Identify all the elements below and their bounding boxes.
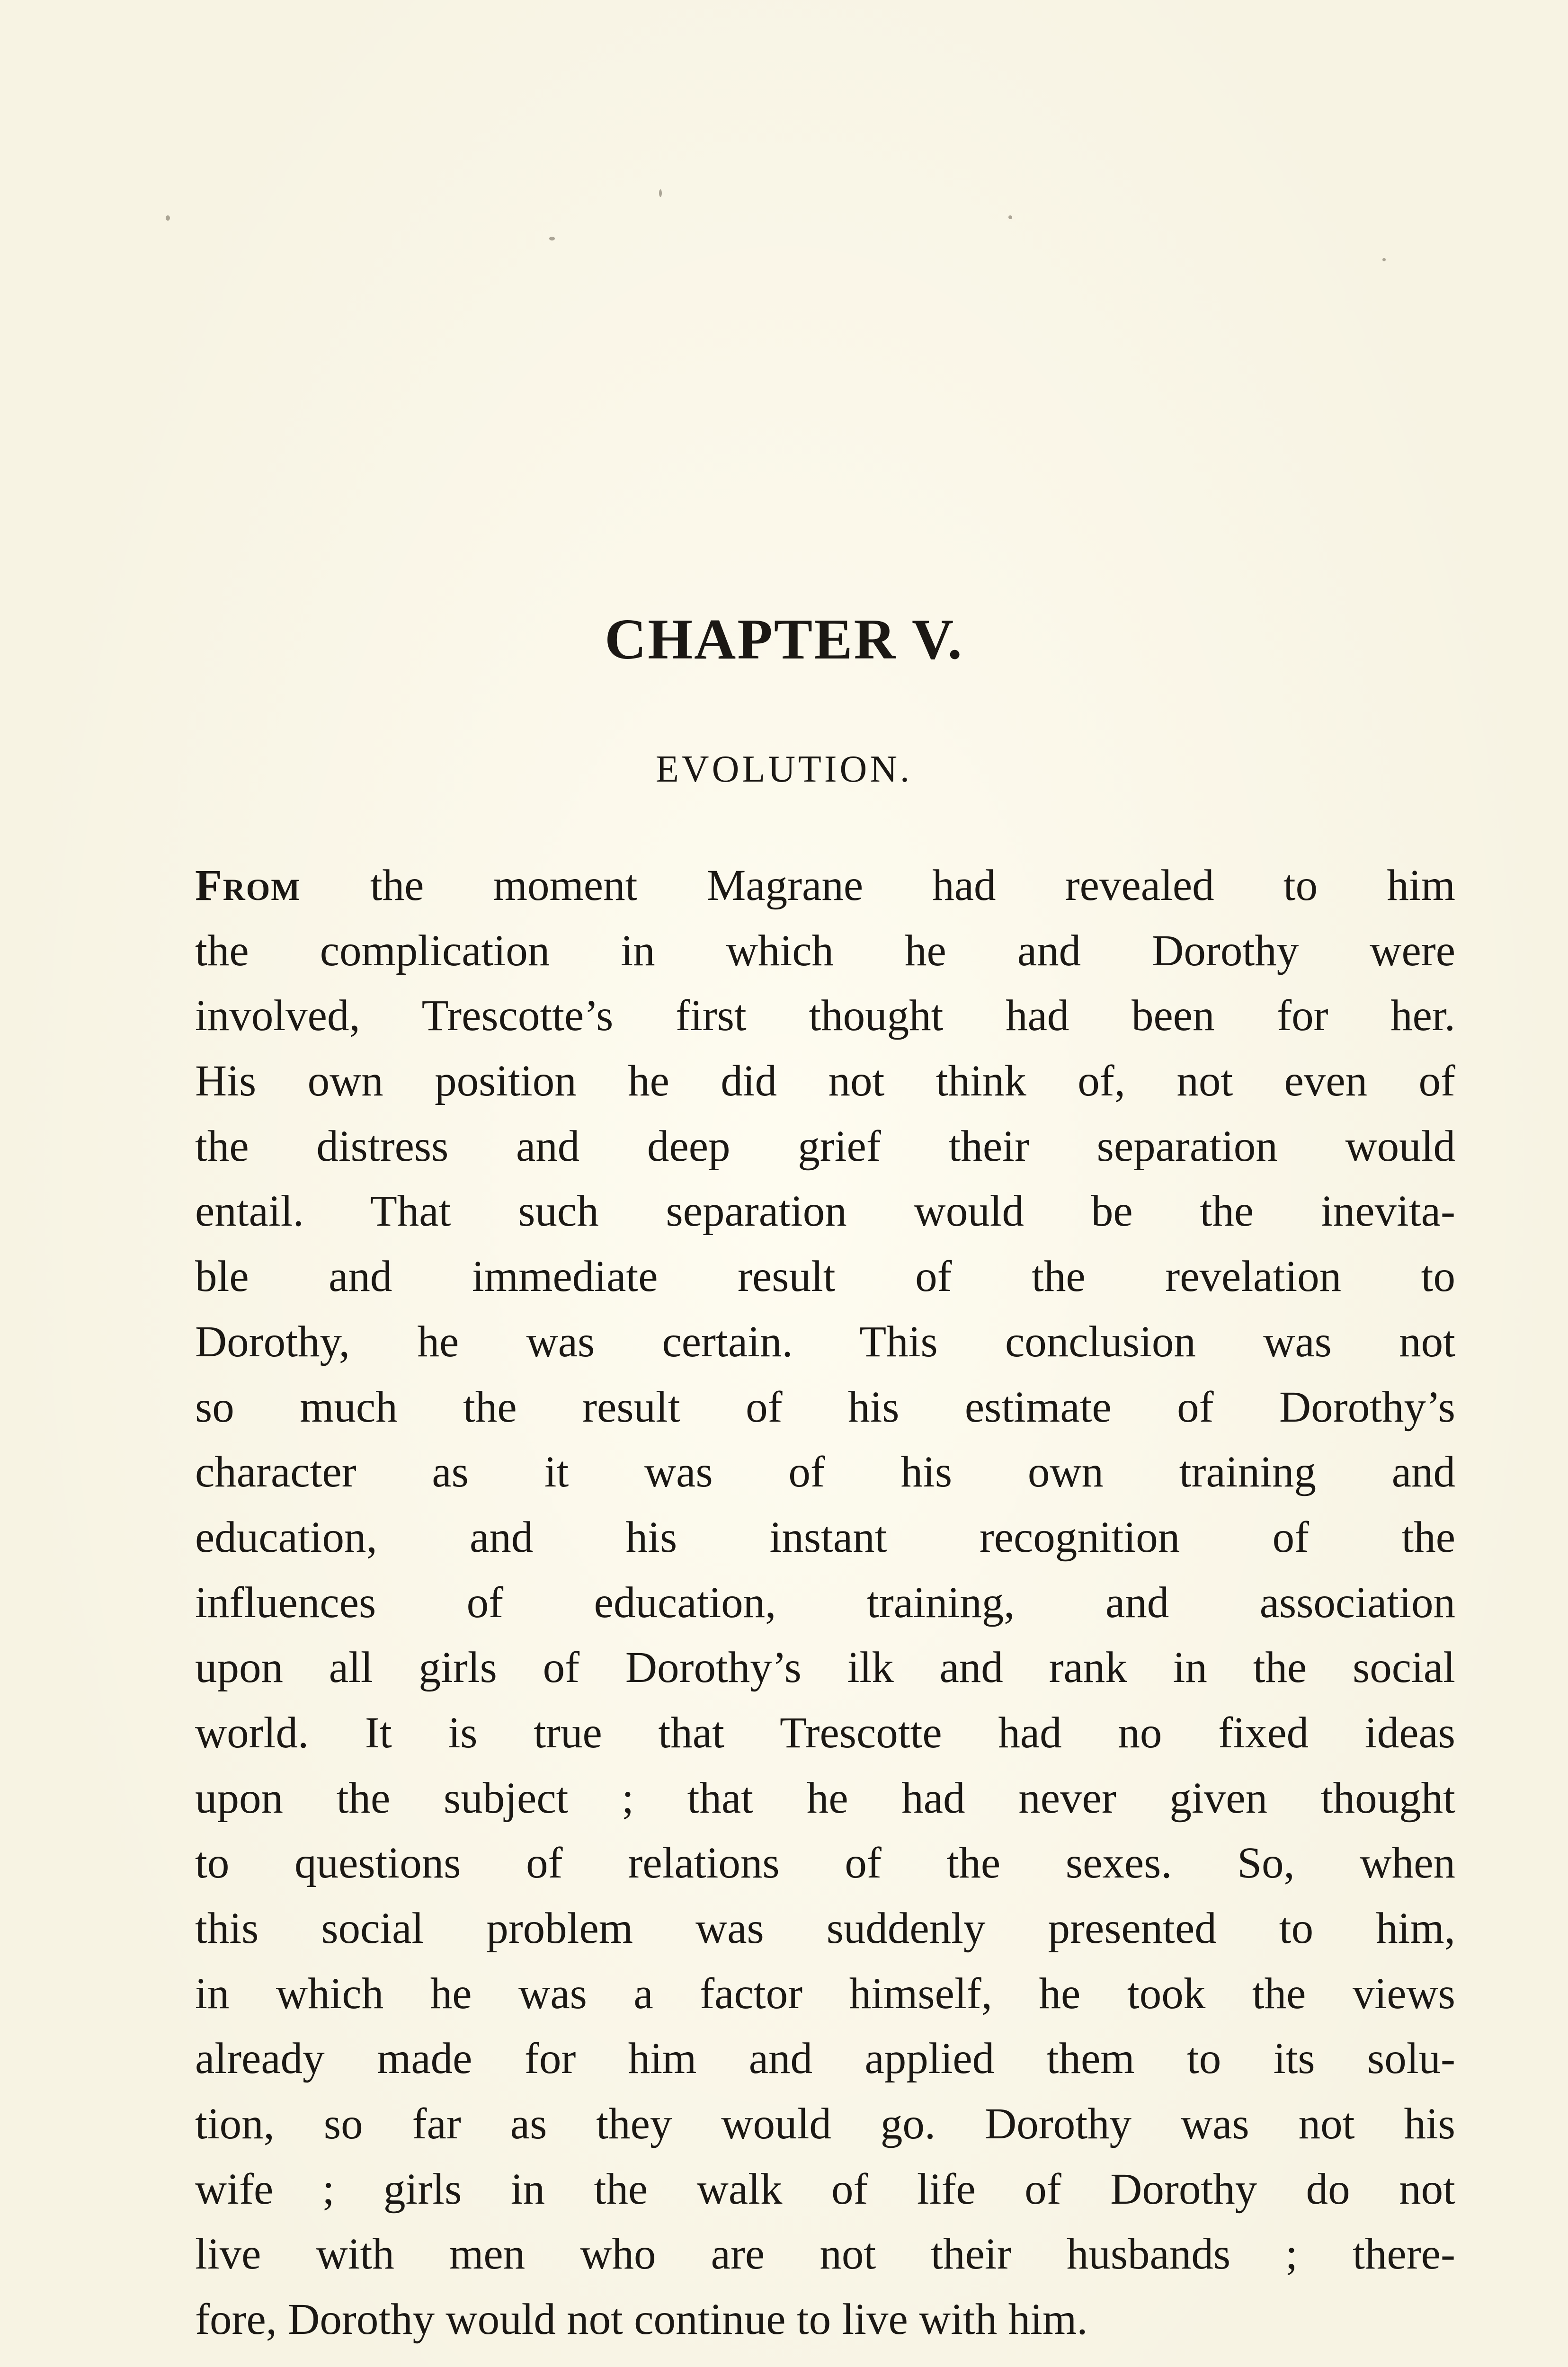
- text-line: to questions of relations of the sexes. So, when: [195, 1839, 1455, 1888]
- text-line: influences of education, training, and association: [195, 1578, 1455, 1627]
- text-line: entail. That such separation would be the inevita-: [195, 1187, 1455, 1236]
- chapter-subtitle: EVOLUTION.: [655, 748, 913, 790]
- text-line: live with men who are not their husbands ; there-: [195, 2230, 1455, 2279]
- text-line: fore, Dorothy would not continue to live with him.: [195, 2295, 1088, 2344]
- paper-speck: [1008, 215, 1012, 219]
- paper-speck: [166, 215, 170, 221]
- text-line-content: the moment Magrane had revealed to him: [301, 861, 1455, 910]
- text-line: tion, so far as they would go. Dorothy was not his: [195, 2100, 1455, 2149]
- text-line: so much the result of his estimate of Dorothy’s: [195, 1382, 1455, 1432]
- text-line: world. It is true that Trescotte had no fixed ideas: [195, 1708, 1455, 1757]
- text-line: ble and immediate result of the revelation to: [195, 1252, 1455, 1301]
- text-line: character as it was of his own training and: [195, 1448, 1455, 1497]
- chapter-title: CHAPTER V.: [605, 607, 963, 671]
- text-line: Dorothy, he was certain. This conclusion was not: [195, 1317, 1455, 1366]
- text-line: His own position he did not think of, not even of: [195, 1057, 1455, 1106]
- text-line: in which he was a factor himself, he took the views: [195, 1969, 1455, 2018]
- text-line: upon all girls of Dorothy’s ilk and rank in the social: [195, 1643, 1455, 1692]
- text-line: upon the subject ; that he had never given thought: [195, 1773, 1455, 1823]
- paper-speck: [549, 237, 555, 240]
- text-line: education, and his instant recognition of the: [195, 1513, 1455, 1562]
- paper-speck: [659, 189, 662, 197]
- text-line: involved, Trescotte’s first thought had been for her.: [195, 991, 1455, 1041]
- text-line: this social problem was suddenly presented to him,: [195, 1904, 1455, 1953]
- text-line: the distress and deep grief their separation would: [195, 1121, 1455, 1171]
- text-line: already made for him and applied them to its solu-: [195, 2034, 1455, 2083]
- paper-speck: [1382, 258, 1386, 261]
- text-line: the complication in which he and Dorothy were: [195, 926, 1455, 975]
- text-line: [195, 853, 1455, 918]
- text-line: wife ; girls in the walk of life of Dorothy do not: [195, 2164, 1455, 2214]
- body-text: [195, 853, 1455, 2352]
- lead-word: From: [195, 861, 301, 910]
